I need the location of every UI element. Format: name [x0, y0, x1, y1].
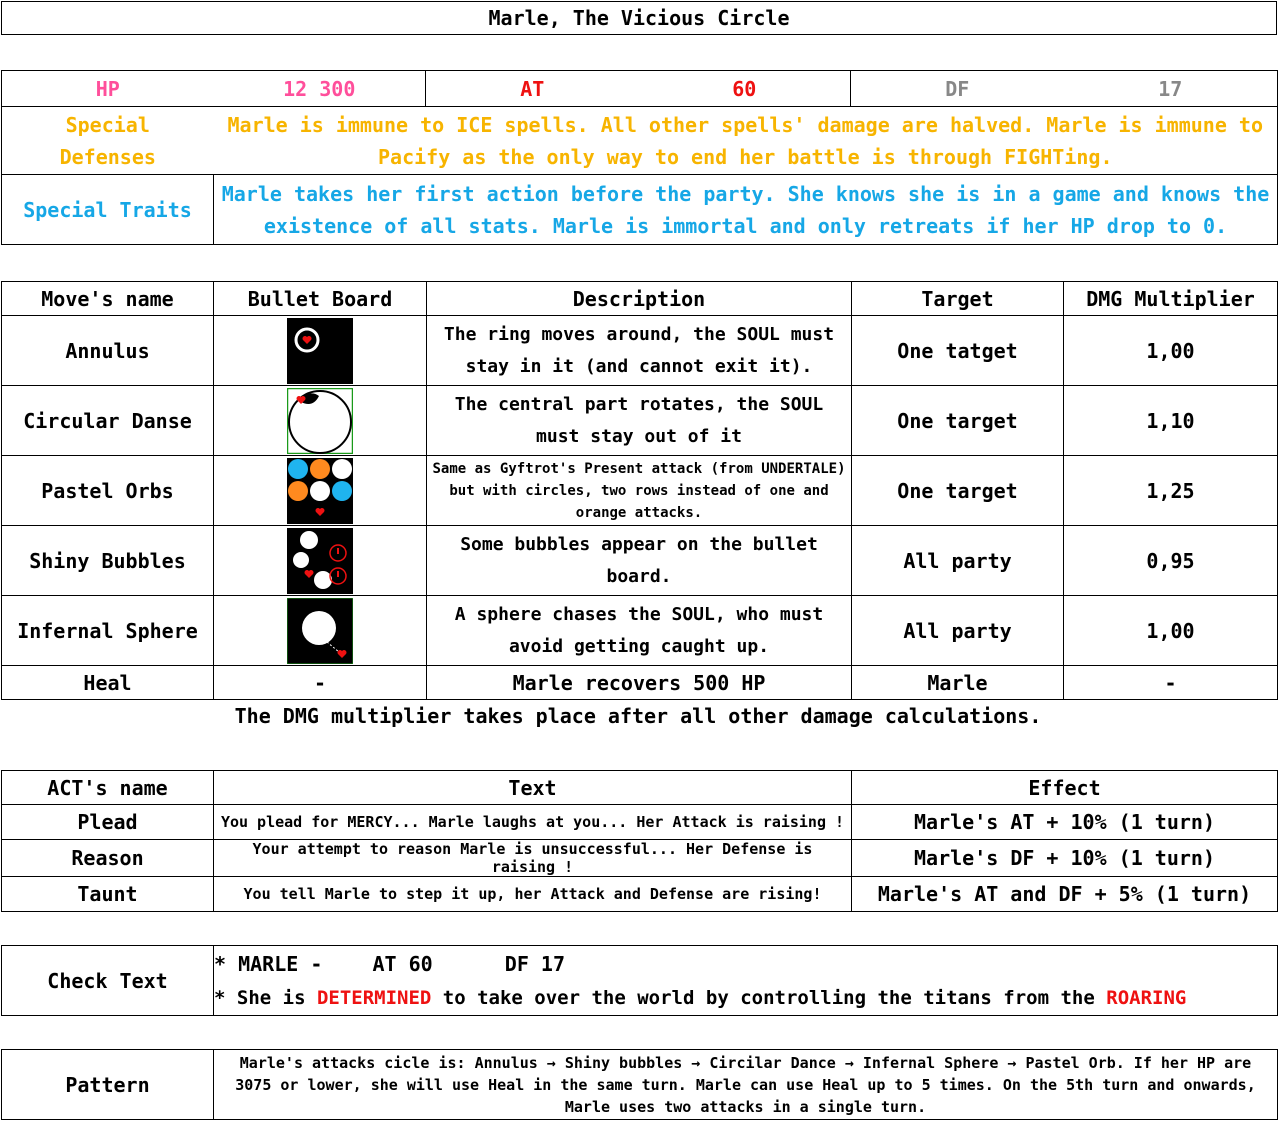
- act-effect: Marle's AT and DF + 5% (1 turn): [852, 877, 1278, 912]
- hp-label: HP: [2, 71, 214, 107]
- table-row: [2, 386, 1278, 456]
- move-description: Some bubbles appear on the bullet board.: [427, 526, 852, 596]
- check-line-1: [214, 947, 1273, 981]
- check-line-2-start: * She is: [214, 986, 317, 1009]
- move-name: Annulus: [2, 316, 214, 386]
- check-text-label: Check Text: [2, 946, 214, 1016]
- check-at: AT 60: [372, 951, 433, 976]
- move-multiplier: 1,10: [1064, 386, 1278, 456]
- roaring-word: ROARING: [1106, 986, 1187, 1009]
- bullet-board-heal: -: [214, 666, 427, 700]
- pattern-table: [1, 1049, 1278, 1120]
- move-name: Circular Danse: [2, 386, 214, 456]
- act-effect: Marle's DF + 10% (1 turn): [852, 840, 1278, 877]
- circular-danse-board-image: [287, 388, 353, 454]
- bullet-board-annulus: [214, 316, 427, 386]
- pattern-text: Marle's attacks cicle is: Annulus → Shiny bubbles → Circilar Dance → Infernal Sphere → Pastel Orb. If her HP are 3075 or lower, she will use Heal in the same turn. Marle can use Heal up to 5 times. On the 5th turn and onwards, Marle uses two attacks in a single turn.: [214, 1050, 1278, 1120]
- check-text-lines: [214, 946, 1278, 1016]
- move-target: Marle: [852, 666, 1064, 700]
- check-line-2: [214, 981, 1273, 1015]
- move-target: One target: [852, 456, 1064, 526]
- move-multiplier: 0,95: [1064, 526, 1278, 596]
- dmg-multiplier-note: The DMG multiplier takes place after all other damage calculations.: [234, 704, 1042, 728]
- special-defenses-text: Marle is immune to ICE spells. All other spells' damage are halved. Marle is immune to Pacify as the only way to end her battle is through FIGHTing.: [214, 107, 1278, 175]
- table-row: [2, 456, 1278, 526]
- table-row: [2, 666, 1278, 700]
- at-label: AT: [426, 71, 639, 107]
- moves-header-target: Target: [852, 282, 1064, 316]
- acts-header-name: ACT's name: [2, 771, 214, 805]
- check-line-2-middle: to take over the world by controlling the titans from the: [431, 986, 1107, 1009]
- df-label: DF: [851, 71, 1064, 107]
- infernal-sphere-board-image: [287, 598, 353, 664]
- bullet-board-shiny-bubbles: [214, 526, 427, 596]
- move-description: Same as Gyftrot's Present attack (from UNDERTALE) but with circles, two rows instead of one and orange attacks.: [427, 456, 852, 526]
- annulus-board-image: [287, 318, 353, 384]
- special-defenses-label: Special Defenses: [2, 107, 214, 175]
- move-description: A sphere chases the SOUL, who must avoid getting caught up.: [427, 596, 852, 666]
- move-name: Heal: [2, 666, 214, 700]
- pastel-orbs-board-image: [287, 458, 353, 524]
- moves-header-name: Move's name: [2, 282, 214, 316]
- move-multiplier: 1,00: [1064, 596, 1278, 666]
- pattern-label: Pattern: [2, 1050, 214, 1120]
- act-effect: Marle's AT + 10% (1 turn): [852, 805, 1278, 840]
- check-df: DF 17: [504, 951, 565, 976]
- page-title: Marle, The Vicious Circle: [1, 1, 1277, 35]
- table-row: [2, 840, 1278, 877]
- table-row: [2, 877, 1278, 912]
- act-text: You plead for MERCY... Marle laughs at you... Her Attack is raising !: [214, 805, 852, 840]
- move-description: The ring moves around, the SOUL must stay in it (and cannot exit it).: [427, 316, 852, 386]
- move-name: Infernal Sphere: [2, 596, 214, 666]
- move-name: Pastel Orbs: [2, 456, 214, 526]
- move-multiplier: 1,00: [1064, 316, 1278, 386]
- df-value: 17: [1064, 71, 1278, 107]
- table-row: [2, 316, 1278, 386]
- acts-header-effect: Effect: [852, 771, 1278, 805]
- bullet-board-circular-danse: [214, 386, 427, 456]
- special-traits-text: Marle takes her first action before the party. She knows she is in a game and knows the existence of all stats. Marle is immortal and only retreats if her HP drop to 0.: [214, 175, 1278, 245]
- act-text: Your attempt to reason Marle is unsuccessful... Her Defense is raising !: [214, 840, 852, 877]
- move-target: All party: [852, 526, 1064, 596]
- move-multiplier: 1,25: [1064, 456, 1278, 526]
- act-name: Taunt: [2, 877, 214, 912]
- table-row: [2, 805, 1278, 840]
- at-value: 60: [639, 71, 851, 107]
- move-target: One tatget: [852, 316, 1064, 386]
- shiny-bubbles-board-image: [287, 528, 353, 594]
- moves-header-multiplier: DMG Multiplier: [1064, 282, 1278, 316]
- move-description: Marle recovers 500 HP: [427, 666, 852, 700]
- bullet-board-pastel-orbs: [214, 456, 427, 526]
- table-row: [2, 526, 1278, 596]
- moves-header-board: Bullet Board: [214, 282, 427, 316]
- act-name: Reason: [2, 840, 214, 877]
- hp-value: 12 300: [214, 71, 426, 107]
- move-name: Shiny Bubbles: [2, 526, 214, 596]
- move-description: The central part rotates, the SOUL must stay out of it: [427, 386, 852, 456]
- special-traits-label: Special Traits: [2, 175, 214, 245]
- stats-table: [1, 70, 1278, 245]
- acts-table: [1, 770, 1278, 912]
- check-text-table: [1, 945, 1278, 1016]
- act-text: You tell Marle to step it up, her Attack and Defense are rising!: [214, 877, 852, 912]
- move-multiplier: -: [1064, 666, 1278, 700]
- acts-header-text: Text: [214, 771, 852, 805]
- moves-header-description: Description: [427, 282, 852, 316]
- bullet-board-infernal-sphere: [214, 596, 427, 666]
- check-star-name: * MARLE -: [214, 951, 323, 976]
- move-target: One target: [852, 386, 1064, 456]
- move-target: All party: [852, 596, 1064, 666]
- act-name: Plead: [2, 805, 214, 840]
- table-row: [2, 596, 1278, 666]
- determined-word: DETERMINED: [316, 986, 432, 1009]
- moves-table: [1, 281, 1278, 700]
